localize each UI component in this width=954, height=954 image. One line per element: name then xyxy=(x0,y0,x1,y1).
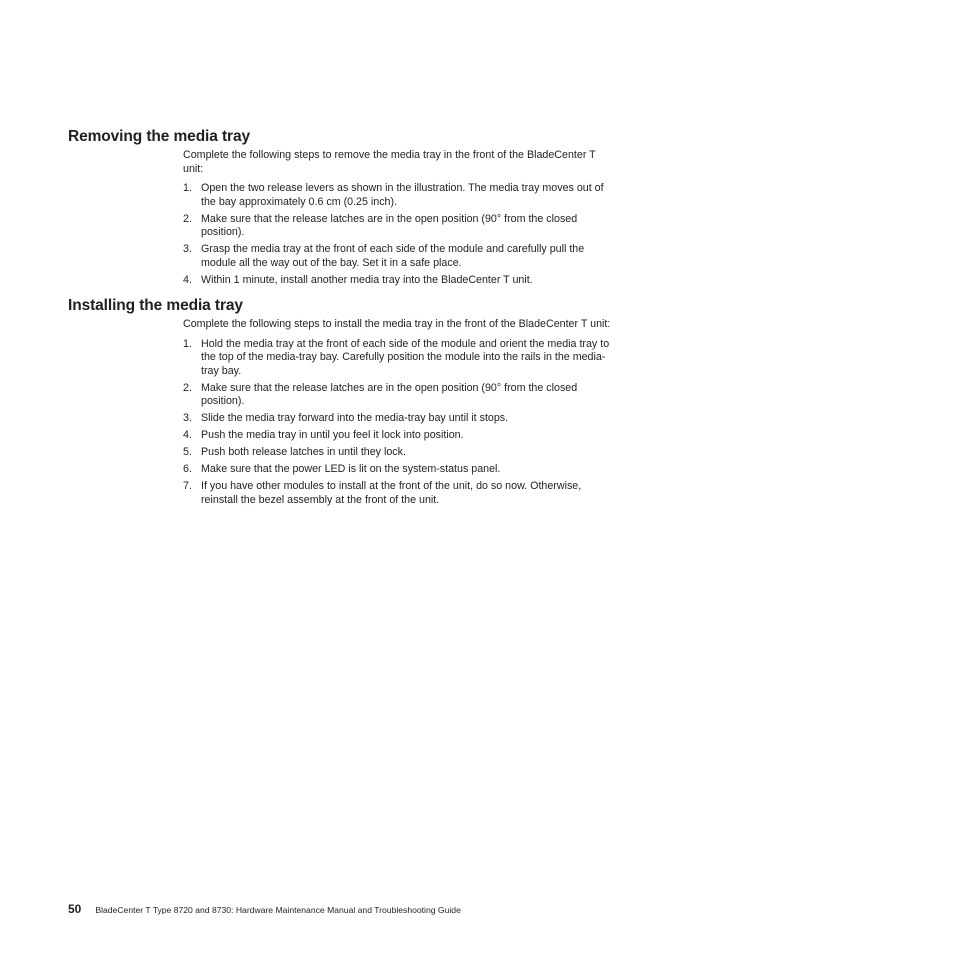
list-item: 3. Slide the media tray forward into the media-tray bay until it stops. xyxy=(183,412,509,424)
removing-heading: Removing the media tray xyxy=(68,128,251,145)
page-number: 50 xyxy=(68,902,82,916)
step-text: Push both release latches in until they lock. xyxy=(201,446,406,458)
step-text: Push the media tray in until you feel it lock into position. xyxy=(201,429,464,441)
installing-intro: Complete the following steps to install the media tray in the front of the BladeCenter T unit: xyxy=(183,318,611,330)
step-text: Within 1 minute, install another media tray into the BladeCenter T unit. xyxy=(201,273,533,286)
removing-intro: Complete the following steps to remove the media tray in the front of the BladeCenter T unit: xyxy=(183,149,596,175)
step-text: Hold the media tray at the front of each side of the module and orient the media tray to the top of the media-tray bay. Carefully position the module into the rails in the media-tray bay. xyxy=(201,337,610,377)
installing-heading: Installing the media tray xyxy=(68,297,243,314)
list-item: 7. If you have other modules to install at the front of the unit, do so now. Otherwise, reinstall the bezel assembly at the front of the unit. xyxy=(183,480,582,506)
page-footer xyxy=(68,902,461,916)
list-item: 6. Make sure that the power LED is lit on the system-status panel. xyxy=(183,463,501,475)
removing-steps-list xyxy=(183,182,615,287)
step-text: Make sure that the release latches are in the open position (90° from the closed position). xyxy=(201,212,578,238)
step-text: If you have other modules to install at the front of the unit, do so now. Otherwise, reinstall the bezel assembly at the front of the unit. xyxy=(201,480,582,506)
list-item: 2. Make sure that the release latches are in the open position (90° from the closed position). xyxy=(183,381,578,407)
list-item: 4. Push the media tray in until you feel it lock into position. xyxy=(183,429,464,441)
installing-section xyxy=(183,318,615,511)
installing-steps-list xyxy=(183,338,615,508)
step-text: Make sure that the release latches are in the open position (90° from the closed position). xyxy=(201,381,578,407)
list-item: 2. Make sure that the release latches are in the open position (90° from the closed position). xyxy=(183,212,578,238)
removing-section xyxy=(183,149,615,291)
list-item: 3. Grasp the media tray at the front of each side of the module and carefully pull the module all the way out of the bay. Set it in a safe place. xyxy=(183,243,585,269)
step-text: Grasp the media tray at the front of each side of the module and carefully pull the module all the way out of the bay. Set it in a safe place. xyxy=(201,243,585,269)
step-text: Slide the media tray forward into the media-tray bay until it stops. xyxy=(201,412,509,424)
list-item: 4. Within 1 minute, install another media tray into the BladeCenter T unit. xyxy=(183,273,533,286)
list-item: 5. Push both release latches in until they lock. xyxy=(183,446,406,458)
step-text: Make sure that the power LED is lit on the system-status panel. xyxy=(201,463,501,475)
list-item: 1. Open the two release levers as shown in the illustration. The media tray moves out of the bay approximately 0.6 cm (0.25 inch). xyxy=(183,182,604,208)
list-item: 1. Hold the media tray at the front of each side of the module and orient the media tray to the top of the media-tray bay. Carefully position the module into the rails in the media-tray bay. xyxy=(183,337,610,377)
footer-title: BladeCenter T Type 8720 and 8730: Hardware Maintenance Manual and Troubleshooting Guide xyxy=(95,905,461,915)
step-text: Open the two release levers as shown in the illustration. The media tray moves out of the bay approximately 0.6 cm (0.25 inch). xyxy=(201,182,604,208)
